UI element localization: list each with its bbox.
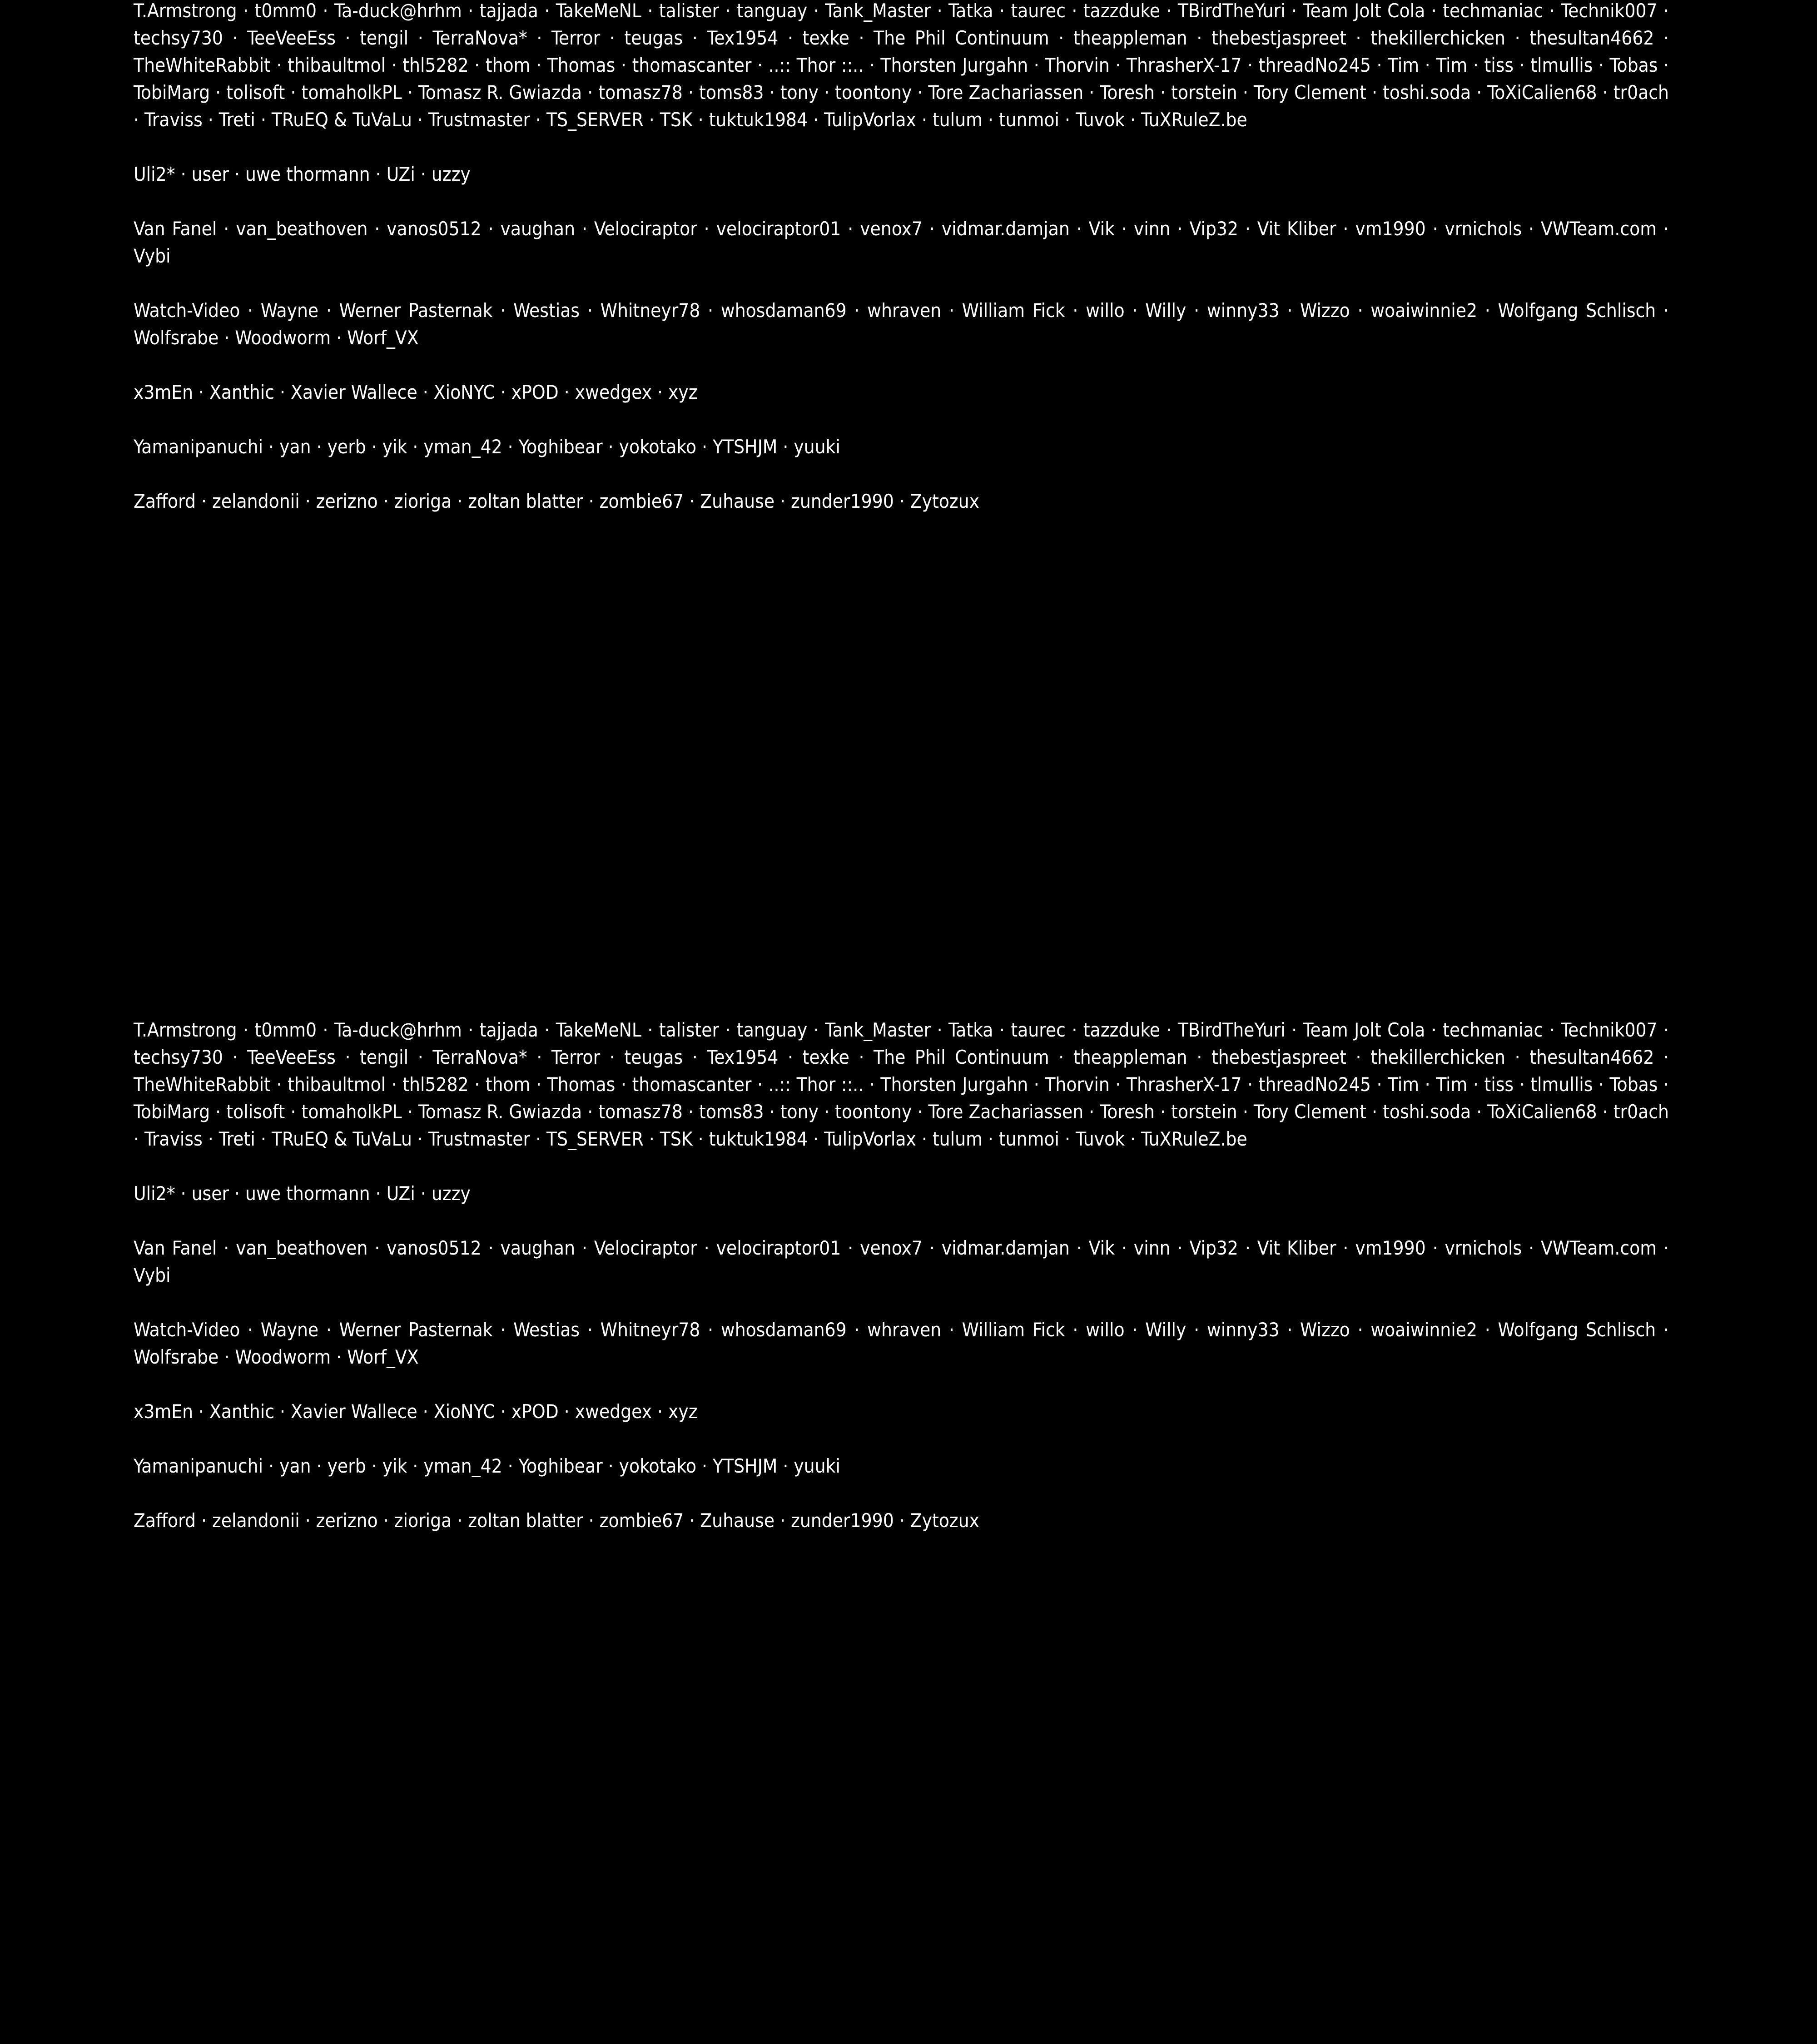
credits-group-u: Uli2* · user · uwe thormann · UZi · uzzy — [134, 1182, 471, 1205]
credits-scroll-copy-1 — [134, 0, 1669, 542]
credits-scroll-copy-2 — [134, 1017, 1669, 1562]
credits-group-t: T.Armstrong · t0mm0 · Ta-duck@hrhm · tajjada · TakeMeNL · talister · tanguay · Tank_Master · Tatka · taurec · tazzduke · TBirdTheYuri · Team Jolt Cola · techmaniac · Technik007 · techsy730 · TeeVeeEss · tengil · TerraNova* · Terror · teugas · Tex1954 · texke · The Phil Continuum · theappleman · thebestjaspreet · thekillerchicken · thesultan4662 · TheWhiteRabbit · thibaultmol · thl5282 · thom · Thomas · thomascanter · ..:: Thor ::.. · Thorsten Jurgahn · Thorvin · ThrasherX-17 · threadNo245 · Tim · Tim · tiss · tlmullis · Tobas · TobiMarg · tolisoft · tomaholkPL · Tomasz R. Gwiazda · tomasz78 · toms83 · tony · toontony · Tore Zachariassen · Toresh · torstein · Tory Clement · toshi.soda · ToXiCalien68 · tr0ach · Traviss · Treti · TRuEQ & TuVaLu · Trustmaster · TS_SERVER · TSK · tuktuk1984 · TulipVorlax · tulum · tunmoi · Tuvok · TuXRuleZ.be — [134, 1019, 1669, 1150]
credits-group-w: Watch-Video · Wayne · Werner Pasternak · Westias · Whitneyr78 · whosdaman69 · whraven · William Fick · willo · Willy · winny33 · Wizzo · woaiwinnie2 · Wolfgang Schlisch · Wolfsrabe · Woodworm · Worf_VX — [134, 299, 1669, 349]
credits-group-y: Yamanipanuchi · yan · yerb · yik · yman_42 · Yoghibear · yokotako · YTSHJM · yuuki — [134, 436, 840, 458]
credits-group-v: Van Fanel · van_beathoven · vanos0512 · vaughan · Velociraptor · velociraptor01 · venox7 · vidmar.damjan · Vik · vinn · Vip32 · Vit Kliber · vm1990 · vrnichols · VWTeam.com · Vybi — [134, 218, 1669, 267]
credits-group-v: Van Fanel · van_beathoven · vanos0512 · vaughan · Velociraptor · velociraptor01 · venox7 · vidmar.damjan · Vik · vinn · Vip32 · Vit Kliber · vm1990 · vrnichols · VWTeam.com · Vybi — [134, 1237, 1669, 1286]
credits-group-u: Uli2* · user · uwe thormann · UZi · uzzy — [134, 163, 471, 185]
credits-group-w: Watch-Video · Wayne · Werner Pasternak · Westias · Whitneyr78 · whosdaman69 · whraven · William Fick · willo · Willy · winny33 · Wizzo · woaiwinnie2 · Wolfgang Schlisch · Wolfsrabe · Woodworm · Worf_VX — [134, 1319, 1669, 1368]
credits-group-t: T.Armstrong · t0mm0 · Ta-duck@hrhm · tajjada · TakeMeNL · talister · tanguay · Tank_Master · Tatka · taurec · tazzduke · TBirdTheYuri · Team Jolt Cola · techmaniac · Technik007 · techsy730 · TeeVeeEss · tengil · TerraNova* · Terror · teugas · Tex1954 · texke · The Phil Continuum · theappleman · thebestjaspreet · thekillerchicken · thesultan4662 · TheWhiteRabbit · thibaultmol · thl5282 · thom · Thomas · thomascanter · ..:: Thor ::.. · Thorsten Jurgahn · Thorvin · ThrasherX-17 · threadNo245 · Tim · Tim · tiss · tlmullis · Tobas · TobiMarg · tolisoft · tomaholkPL · Tomasz R. Gwiazda · tomasz78 · toms83 · tony · toontony · Tore Zachariassen · Toresh · torstein · Tory Clement · toshi.soda · ToXiCalien68 · tr0ach · Traviss · Treti · TRuEQ & TuVaLu · Trustmaster · TS_SERVER · TSK · tuktuk1984 · TulipVorlax · tulum · tunmoi · Tuvok · TuXRuleZ.be — [134, 0, 1669, 131]
credits-group-z: Zafford · zelandonii · zerizno · zioriga · zoltan blatter · zombie67 · Zuhause · zunder1990 · Zytozux — [134, 1509, 980, 1532]
credits-group-y: Yamanipanuchi · yan · yerb · yik · yman_42 · Yoghibear · yokotako · YTSHJM · yuuki — [134, 1455, 840, 1477]
credits-group-z: Zafford · zelandonii · zerizno · zioriga · zoltan blatter · zombie67 · Zuhause · zunder1990 · Zytozux — [134, 490, 980, 512]
credits-group-x: x3mEn · Xanthic · Xavier Wallece · XioNYC · xPOD · xwedgex · xyz — [134, 381, 698, 403]
credits-group-x: x3mEn · Xanthic · Xavier Wallece · XioNYC · xPOD · xwedgex · xyz — [134, 1400, 698, 1423]
